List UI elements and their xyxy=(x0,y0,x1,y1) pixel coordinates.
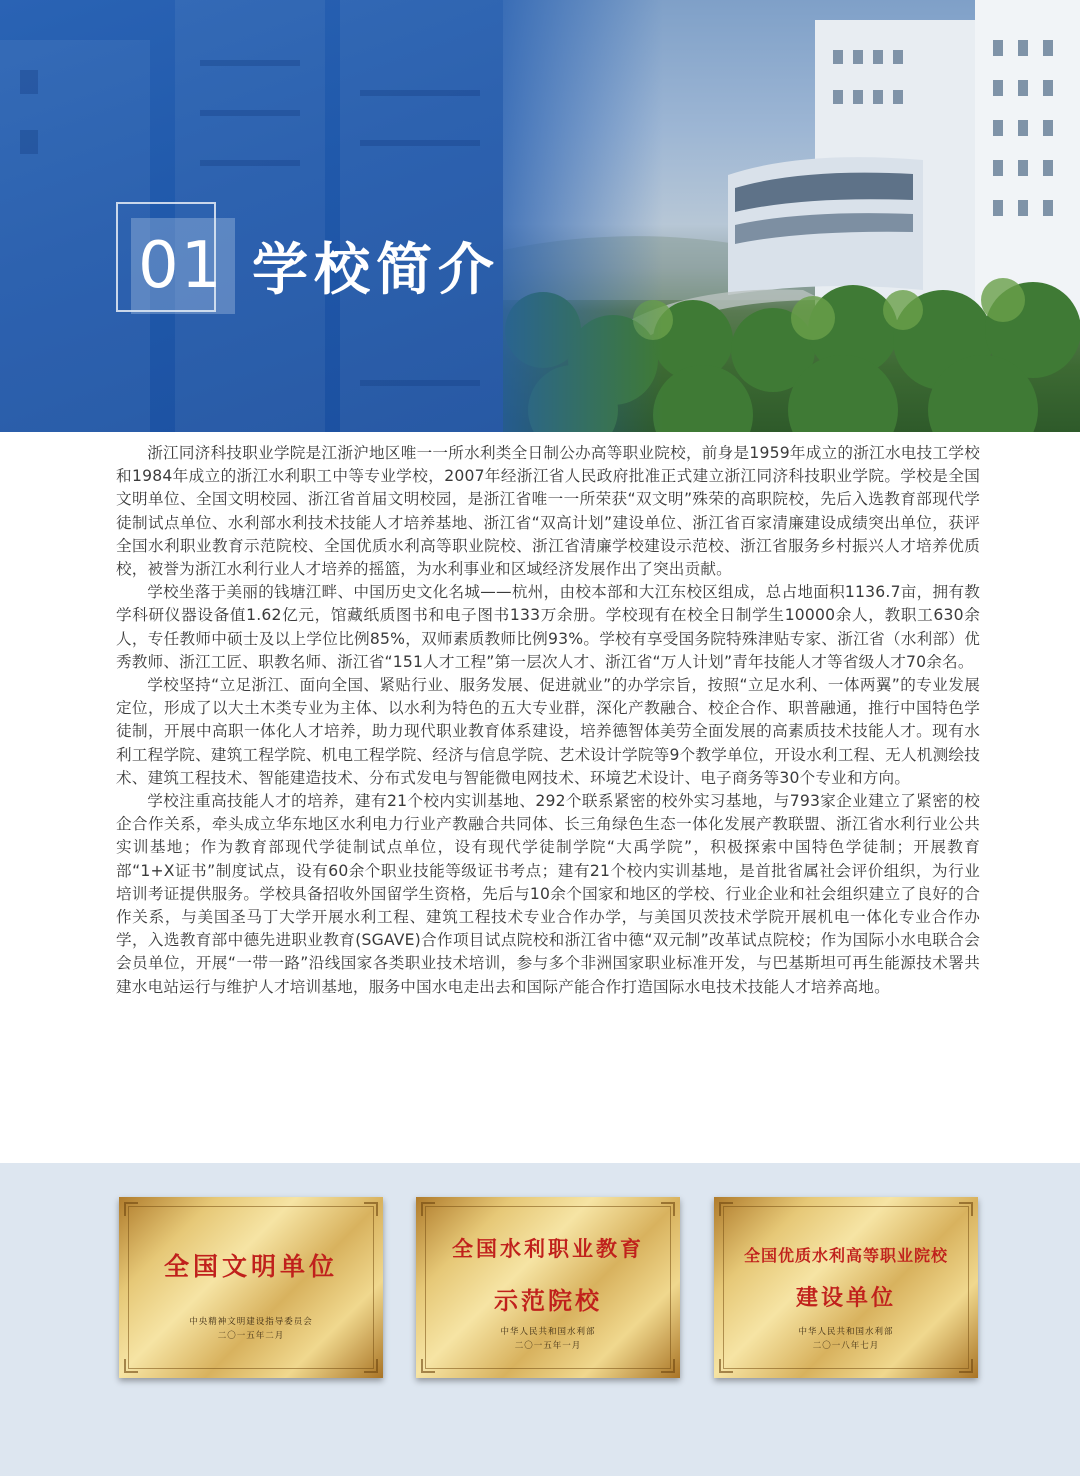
honor-plaque-demo-college xyxy=(416,1197,680,1378)
school-introduction-text xyxy=(116,442,980,999)
plaque-issuer: 中华人民共和国水利部 xyxy=(500,1327,596,1337)
hero-banner xyxy=(0,0,1080,432)
honor-plaque-quality-college xyxy=(714,1197,978,1378)
honor-plaque-civilized-unit xyxy=(119,1197,383,1378)
plaque-title-line2: 建设单位 xyxy=(795,1285,896,1311)
hero-blue-panel xyxy=(0,0,503,432)
section-title: 学校简介 xyxy=(252,237,500,303)
plaque-title: 全国水利职业教育 xyxy=(452,1236,644,1261)
plaque-title: 全国优质水利高等职业院校 xyxy=(743,1246,948,1265)
plaque-date: 二〇一五年一月 xyxy=(514,1341,582,1351)
paragraph: 浙江同济科技职业学院是江浙沪地区唯一一所水利类全日制公办高等职业院校，前身是1959年成立的浙江水电技工学校和1984年成立的浙江水利职工中等专业学校，2007年经浙江省人民政府批准正式建立浙江同济科技职业学院。学校是全国文明单位、全国文明校园、浙江省首届文明校园，是浙江省唯一一所荣获“双文明”殊荣的高职院校，先后入选教育部现代学徒制试点单位、水利部水利技术技能人才培养基地、浙江省“双高计划”建设单位、浙江省百家清廉建设成绩突出单位，获评全国水利职业教育示范院校、全国优质水利高等职业院校、浙江省清廉学校建设示范校、浙江省服务乡村振兴人才培养优质校，被誉为浙江水利行业人才培养的摇篮，为水利事业和区域经济发展作出了突出贡献。 xyxy=(116,444,980,579)
hero-blend-overlay xyxy=(503,0,663,432)
plaque-date: 二〇一五年二月 xyxy=(217,1331,285,1341)
plaque-issuer: 中华人民共和国水利部 xyxy=(798,1327,894,1337)
paragraph: 学校坚持“立足浙江、面向全国、紧贴行业、服务发展、促进就业”的办学宗旨，按照“立足水利、一体两翼”的专业发展定位，形成了以大土木类专业为主体、以水利为特色的五大专业群，深化产教融合、校企合作、职普融通，推行中国特色学徒制，开展中高职一体化人才培养，助力现代职业教育体系建设，培养德智体美劳全面发展的高素质技术技能人才。现有水利工程学院、建筑工程学院、机电工程学院、经济与信息学院、艺术设计学院等9个教学单位，开设水利工程、无人机测绘技术、建筑工程技术、智能建造技术、分布式发电与智能微电网技术、环境艺术设计、电子商务等30个专业和方向。 xyxy=(116,676,980,787)
paragraph: 学校注重高技能人才的培养，建有21个校内实训基地、292个联系紧密的校外实习基地，与793家企业建立了紧密的校企合作关系，牵头成立华东地区水利电力行业产教融合共同体、长三角绿色生态一体化发展产教联盟、浙江省水利行业公共实训基地；作为教育部现代学徒制试点单位，设有现代学徒制学院“大禹学院”，积极探索中国特色学徒制；开展教育部“1+X证书”制度试点，设有60余个职业技能等级证书考点；建有21个校内实训基地，是首批省属社会评价组织，为行业培训考证提供服务。学校具备招收外国留学生资格，先后与10余个国家和地区的学校、行业企业和社会组织建立了良好的合作关系，与美国圣马丁大学开展水利工程、建筑工程技术专业合作办学，与美国贝茨技术学院开展机电一体化专业合作办学，入选教育部中德先进职业教育(SGAVE)合作项目试点院校和浙江省中德“双元制”改革试点院校；作为国际小水电联合会会员单位，开展“一带一路”沿线国家各类职业技术培训，参与多个非洲国家职业标准开发，与巴基斯坦可再生能源技术署共建水电站运行与维护人才培训基地，服务中国水电走出去和国际产能合作打造国际水电技术技能人才培养高地。 xyxy=(116,792,980,996)
campus-photo xyxy=(503,0,1080,432)
paragraph: 学校坐落于美丽的钱塘江畔、中国历史文化名城——杭州，由校本部和大江东校区组成，总占地面积1136.7亩，拥有教学科研仪器设备值1.62亿元，馆藏纸质图书和电子图书133万余册。学校现有在校全日制学生10000余人，教职工630余人，专任教师中硕士及以上学位比例85%，双师素质教师比例93%。学校有享受国务院特殊津贴专家、浙江省（水利部）优秀教师、浙江工匠、职教名师、浙江省“151人才工程”第一层次人才、浙江省“万人计划”青年技能人才等省级人才70余名。 xyxy=(116,583,980,671)
plaque-date: 二〇一八年七月 xyxy=(812,1341,880,1351)
section-number: 01 xyxy=(138,229,224,303)
plaque-issuer: 中央精神文明建设指导委员会 xyxy=(189,1317,313,1327)
plaque-title: 全国文明单位 xyxy=(163,1252,338,1281)
plaque-title-line2: 示范院校 xyxy=(494,1286,602,1315)
